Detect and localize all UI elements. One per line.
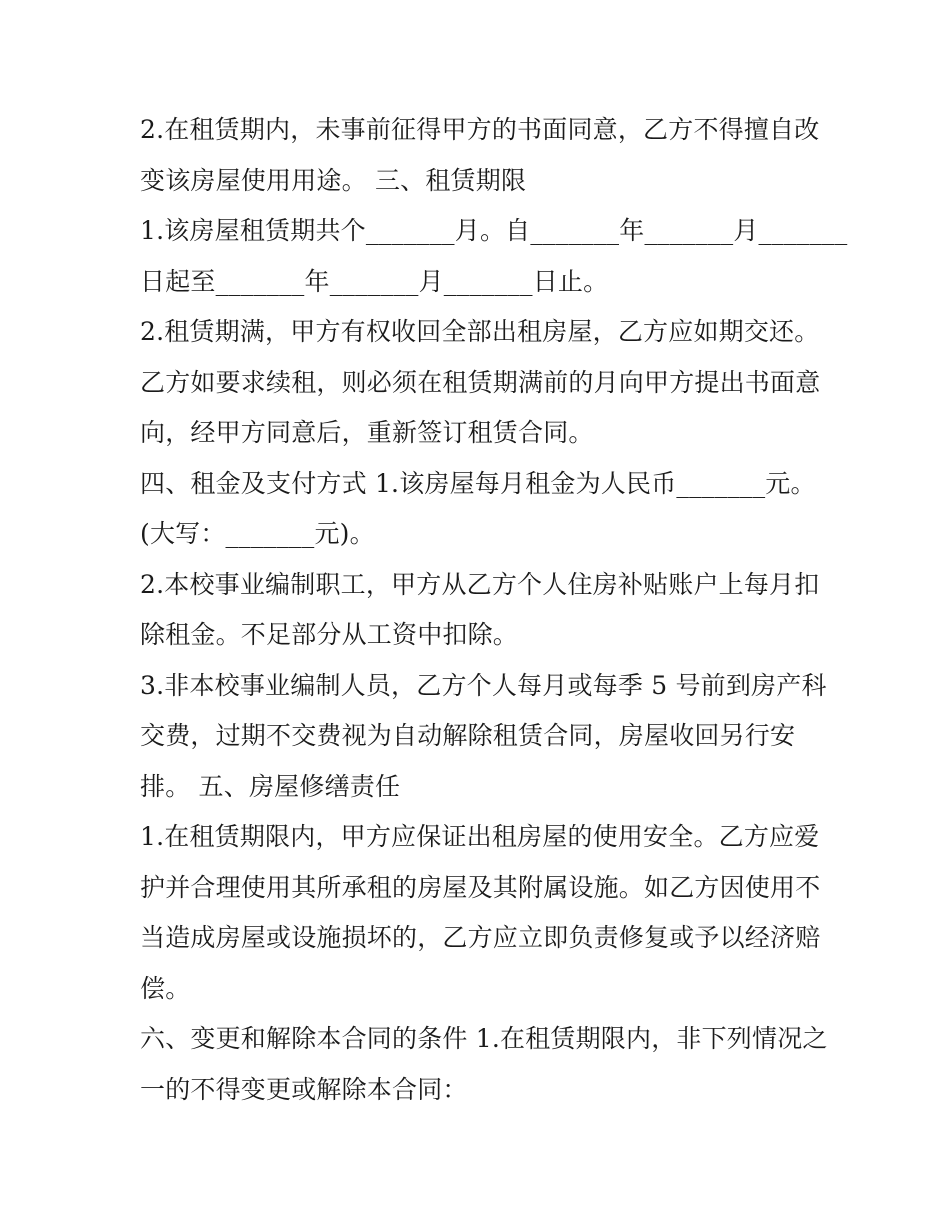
text-line: 1.在租赁期限内，甲方应保证出租房屋的使用安全。乙方应爱 <box>140 822 820 851</box>
text-line: 变该房屋使用用途。 三、租赁期限 <box>140 166 527 195</box>
text-line: 交费，过期不交费视为自动解除租赁合同，房屋收回另行安 <box>140 721 796 750</box>
text-line: 1.该房屋租赁期共个_______月。自_______年_______月_______ <box>140 216 848 245</box>
text-line: 一的不得变更或解除本合同： <box>140 1075 468 1104</box>
text-line: 3.非本校事业编制人员，乙方个人每月或每季 5 号前到房产科 <box>140 671 827 700</box>
text-line: 乙方如要求续租，则必须在租赁期满前的月向甲方提出书面意 <box>140 368 821 397</box>
text-line: 护并合理使用其所承租的房屋及其附属设施。如乙方因使用不 <box>140 873 821 902</box>
text-line: 六、变更和解除本合同的条件 1.在租赁期限内，非下列情况之 <box>140 1024 828 1053</box>
text-line: 向，经甲方同意后，重新签订租赁合同。 <box>140 418 594 447</box>
text-line: 2.本校事业编制职工，甲方从乙方个人住房补贴账户上每月扣 <box>140 570 820 599</box>
text-line: 四、租金及支付方式 1.该房屋每月租金为人民币_______元。 <box>140 469 816 498</box>
text-line: 日起至_______年_______月_______日止。 <box>140 267 609 296</box>
text-line: 当造成房屋或设施损坏的，乙方应立即负责修复或予以经济赔 <box>140 923 821 952</box>
text-line: 排。 五、房屋修缮责任 <box>140 772 401 801</box>
text-line: 2.在租赁期内，未事前征得甲方的书面同意，乙方不得擅自改 <box>140 115 820 144</box>
text-line: (大写：_______元)。 <box>140 519 375 548</box>
text-line: 除租金。不足部分从工资中扣除。 <box>140 620 519 649</box>
text-line: 2.租赁期满，甲方有权收回全部出租房屋，乙方应如期交还。 <box>140 317 820 346</box>
text-line: 偿。 <box>140 974 191 1003</box>
